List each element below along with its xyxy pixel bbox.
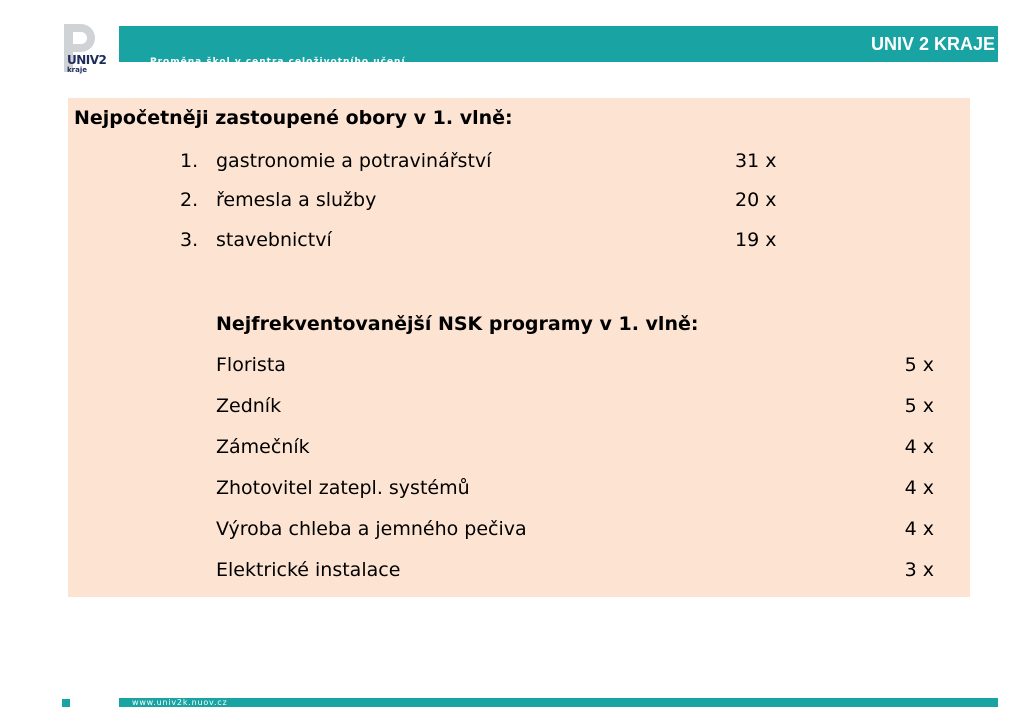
list-item-label: řemesla a služby (216, 189, 377, 211)
list-item-label: gastronomie a potravinářství (216, 150, 492, 172)
section2-heading: Nejfrekventovanější NSK programy v 1. vlně: (216, 313, 699, 335)
list-item-number: 1. (180, 150, 199, 172)
section1-heading: Nejpočetněji zastoupené obory v 1. vlně: (74, 107, 513, 129)
header-slogan: Proměna škol v centra celoživotního učení (150, 57, 406, 67)
program-label: Florista (216, 354, 286, 376)
program-count: 4 x (904, 436, 934, 458)
list-item-number: 2. (180, 189, 199, 211)
footer-square (62, 699, 70, 707)
logo-p-bowl (73, 24, 95, 52)
logo-sub: kraje (67, 66, 87, 74)
program-label: Elektrické instalace (216, 559, 401, 581)
list-item-count: 19 x (735, 229, 777, 251)
program-count: 4 x (904, 518, 934, 540)
list-item-count: 31 x (735, 150, 777, 172)
program-count: 5 x (904, 354, 934, 376)
program-count: 3 x (904, 559, 934, 581)
program-label: Zhotovitel zatepl. systémů (216, 477, 470, 499)
program-count: 5 x (904, 395, 934, 417)
program-label: Zámečník (216, 436, 310, 458)
program-count: 4 x (904, 477, 934, 499)
header-title: UNIV 2 KRAJE (870, 34, 995, 54)
program-label: Zedník (216, 395, 282, 417)
footer-url: www.univ2k.nuov.cz (132, 698, 228, 707)
logo-text: UNIV2 (67, 53, 107, 67)
list-item-number: 3. (180, 229, 199, 251)
list-item-count: 20 x (735, 189, 777, 211)
program-label: Výroba chleba a jemného pečiva (216, 518, 527, 540)
footer-bar (119, 698, 998, 707)
list-item-label: stavebnictví (216, 229, 332, 251)
